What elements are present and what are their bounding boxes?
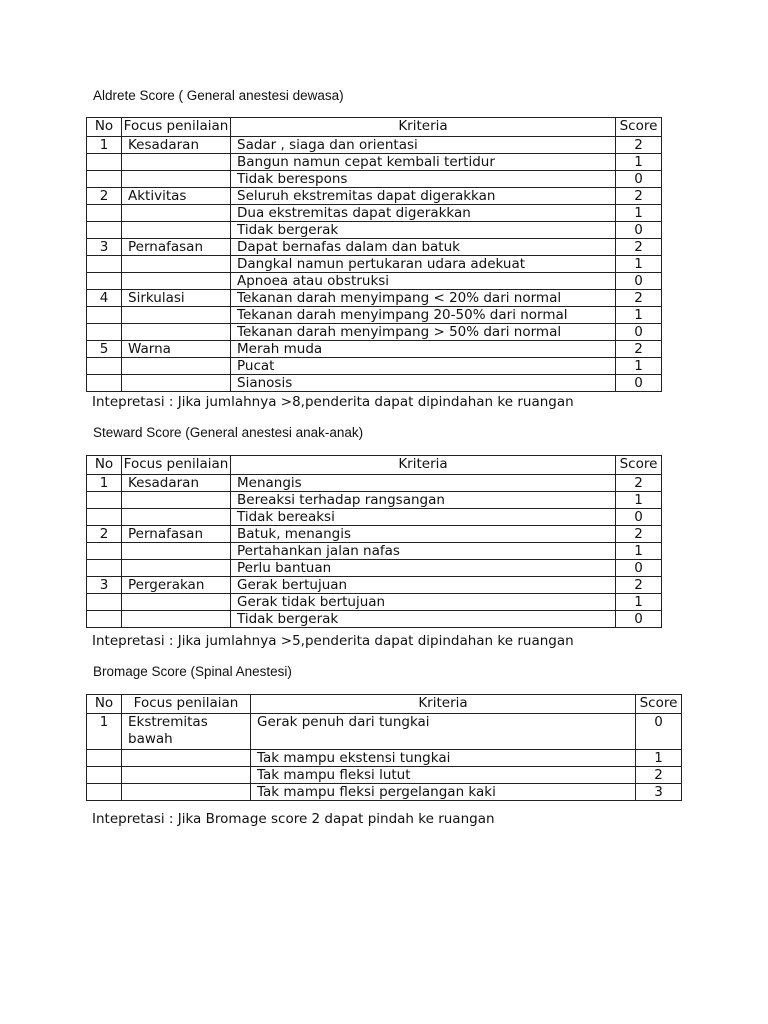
cell-score: 1: [616, 491, 662, 508]
cell-focus: Aktivitas: [122, 187, 231, 204]
cell-no: 1: [87, 713, 122, 749]
table-row: [87, 749, 682, 766]
cell-kriteria: Gerak bertujuan: [231, 576, 616, 593]
cell-focus: [122, 272, 231, 289]
cell-focus: [122, 374, 231, 391]
cell-kriteria: Menangis: [231, 474, 616, 491]
table-row: [87, 238, 662, 255]
table-row: [87, 221, 662, 238]
cell-kriteria: Tak mampu ekstensi tungkai: [251, 749, 636, 766]
cell-no: 5: [87, 340, 122, 357]
cell-score: 0: [616, 323, 662, 340]
cell-kriteria: Batuk, menangis: [231, 525, 616, 542]
cell-focus: [122, 593, 231, 610]
table-header-row: [87, 695, 682, 714]
cell-focus: [122, 508, 231, 525]
cell-focus: Ekstremitas bawah: [122, 713, 251, 749]
table-row: [87, 323, 662, 340]
cell-kriteria: Dua ekstremitas dapat digerakkan: [231, 204, 616, 221]
cell-kriteria: Tekanan darah menyimpang < 20% dari normal: [231, 289, 616, 306]
cell-no: [87, 374, 122, 391]
cell-score: 0: [636, 713, 682, 749]
cell-focus: Kesadaran: [122, 474, 231, 491]
aldrete-interpretation: Intepretasi : Jika jumlahnya >8,penderita dapat dipindahan ke ruangan: [92, 394, 574, 410]
cell-focus: [122, 255, 231, 272]
cell-score: 0: [616, 559, 662, 576]
cell-score: 2: [616, 238, 662, 255]
cell-no: [87, 204, 122, 221]
cell-kriteria: Tidak berespons: [231, 170, 616, 187]
cell-score: 1: [616, 593, 662, 610]
cell-score: 2: [616, 340, 662, 357]
steward-interpretation: Intepretasi : Jika jumlahnya >5,penderita dapat dipindahan ke ruangan: [92, 633, 574, 649]
cell-kriteria: Gerak tidak bertujuan: [231, 593, 616, 610]
cell-no: 3: [87, 238, 122, 255]
table-row: [87, 136, 662, 153]
cell-kriteria: Seluruh ekstremitas dapat digerakkan: [231, 187, 616, 204]
table-row: [87, 474, 662, 491]
header-no: No: [87, 695, 122, 714]
cell-score: 2: [616, 474, 662, 491]
table-row: [87, 542, 662, 559]
table-row: [87, 374, 662, 391]
cell-kriteria: Tekanan darah menyimpang > 50% dari normal: [231, 323, 616, 340]
table-row: [87, 204, 662, 221]
cell-score: 1: [616, 255, 662, 272]
cell-score: 0: [616, 610, 662, 627]
table-row: [87, 272, 662, 289]
cell-score: 2: [616, 289, 662, 306]
table-row: [87, 610, 662, 627]
cell-kriteria: Pertahankan jalan nafas: [231, 542, 616, 559]
table-row: [87, 289, 662, 306]
table-row: [87, 525, 662, 542]
table-row: [87, 153, 662, 170]
table-row: [87, 357, 662, 374]
cell-score: 1: [616, 204, 662, 221]
cell-kriteria: Tidak bergerak: [231, 221, 616, 238]
cell-kriteria: Gerak penuh dari tungkai: [251, 713, 636, 749]
cell-kriteria: Tidak bergerak: [231, 610, 616, 627]
table-row: [87, 340, 662, 357]
cell-focus: [122, 766, 251, 783]
cell-no: [87, 491, 122, 508]
header-score: Score: [636, 695, 682, 714]
cell-score: 2: [616, 576, 662, 593]
cell-no: [87, 323, 122, 340]
table-row: [87, 783, 682, 800]
cell-no: [87, 272, 122, 289]
bromage-interpretation: Intepretasi : Jika Bromage score 2 dapat pindah ke ruangan: [92, 811, 495, 827]
cell-focus: [122, 306, 231, 323]
cell-no: 2: [87, 525, 122, 542]
cell-focus: Sirkulasi: [122, 289, 231, 306]
cell-no: [87, 559, 122, 576]
cell-kriteria: Dapat bernafas dalam dan batuk: [231, 238, 616, 255]
cell-kriteria: Perlu bantuan: [231, 559, 616, 576]
cell-kriteria: Tak mampu fleksi pergelangan kaki: [251, 783, 636, 800]
cell-no: [87, 783, 122, 800]
cell-score: 3: [636, 783, 682, 800]
cell-focus: [122, 559, 231, 576]
cell-kriteria: Tekanan darah menyimpang 20-50% dari normal: [231, 306, 616, 323]
cell-no: [87, 593, 122, 610]
cell-no: 3: [87, 576, 122, 593]
table-row: [87, 491, 662, 508]
cell-score: 0: [616, 272, 662, 289]
header-kriteria: Kriteria: [251, 695, 636, 714]
cell-no: [87, 766, 122, 783]
header-focus: Focus penilaian: [122, 456, 231, 475]
steward-title: Steward Score (General anestesi anak-anak): [93, 425, 364, 440]
steward-table: [86, 455, 662, 628]
cell-no: [87, 542, 122, 559]
cell-no: [87, 170, 122, 187]
cell-focus: [122, 204, 231, 221]
cell-no: 1: [87, 474, 122, 491]
header-kriteria: Kriteria: [231, 118, 616, 137]
table-row: [87, 559, 662, 576]
cell-score: 2: [636, 766, 682, 783]
cell-score: 1: [616, 153, 662, 170]
cell-focus: [122, 491, 231, 508]
cell-score: 0: [616, 374, 662, 391]
cell-kriteria: Bangun namun cepat kembali tertidur: [231, 153, 616, 170]
cell-focus: [122, 221, 231, 238]
cell-focus: [122, 749, 251, 766]
table-row: [87, 187, 662, 204]
cell-kriteria: Pucat: [231, 357, 616, 374]
aldrete-title: Aldrete Score ( General anestesi dewasa): [93, 88, 344, 103]
header-kriteria: Kriteria: [231, 456, 616, 475]
cell-focus: [122, 783, 251, 800]
cell-no: [87, 508, 122, 525]
cell-focus: [122, 170, 231, 187]
cell-kriteria: Sadar , siaga dan orientasi: [231, 136, 616, 153]
table-row: [87, 713, 682, 749]
cell-focus: [122, 153, 231, 170]
cell-no: [87, 255, 122, 272]
aldrete-table: [86, 117, 662, 392]
table-row: [87, 766, 682, 783]
cell-no: [87, 749, 122, 766]
header-no: No: [87, 118, 122, 137]
table-row: [87, 576, 662, 593]
table-row: [87, 255, 662, 272]
header-focus: Focus penilaian: [122, 118, 231, 137]
cell-kriteria: Tidak bereaksi: [231, 508, 616, 525]
cell-focus: [122, 542, 231, 559]
bromage-title: Bromage Score (Spinal Anestesi): [93, 664, 292, 679]
cell-focus: [122, 610, 231, 627]
cell-score: 1: [636, 749, 682, 766]
header-score: Score: [616, 118, 662, 137]
table-row: [87, 593, 662, 610]
cell-score: 0: [616, 508, 662, 525]
cell-score: 1: [616, 306, 662, 323]
table-header-row: [87, 456, 662, 475]
cell-no: [87, 221, 122, 238]
cell-focus: Pernafasan: [122, 238, 231, 255]
cell-focus: Kesadaran: [122, 136, 231, 153]
cell-kriteria: Dangkal namun pertukaran udara adekuat: [231, 255, 616, 272]
cell-kriteria: Merah muda: [231, 340, 616, 357]
table-row: [87, 508, 662, 525]
header-focus: Focus penilaian: [122, 695, 251, 714]
cell-no: [87, 306, 122, 323]
table-header-row: [87, 118, 662, 137]
cell-kriteria: Apnoea atau obstruksi: [231, 272, 616, 289]
cell-no: 2: [87, 187, 122, 204]
cell-no: 4: [87, 289, 122, 306]
cell-score: 2: [616, 187, 662, 204]
cell-score: 1: [616, 357, 662, 374]
cell-kriteria: Tak mampu fleksi lutut: [251, 766, 636, 783]
cell-focus: [122, 323, 231, 340]
cell-kriteria: Bereaksi terhadap rangsangan: [231, 491, 616, 508]
cell-kriteria: Sianosis: [231, 374, 616, 391]
cell-no: 1: [87, 136, 122, 153]
cell-score: 0: [616, 170, 662, 187]
cell-score: 2: [616, 136, 662, 153]
header-score: Score: [616, 456, 662, 475]
cell-no: [87, 610, 122, 627]
header-no: No: [87, 456, 122, 475]
bromage-table: [86, 694, 682, 801]
cell-score: 1: [616, 542, 662, 559]
cell-no: [87, 153, 122, 170]
cell-score: 2: [616, 525, 662, 542]
table-row: [87, 170, 662, 187]
cell-focus: Pergerakan: [122, 576, 231, 593]
cell-focus: Pernafasan: [122, 525, 231, 542]
cell-focus: [122, 357, 231, 374]
cell-focus: Warna: [122, 340, 231, 357]
cell-score: 0: [616, 221, 662, 238]
table-row: [87, 306, 662, 323]
cell-no: [87, 357, 122, 374]
